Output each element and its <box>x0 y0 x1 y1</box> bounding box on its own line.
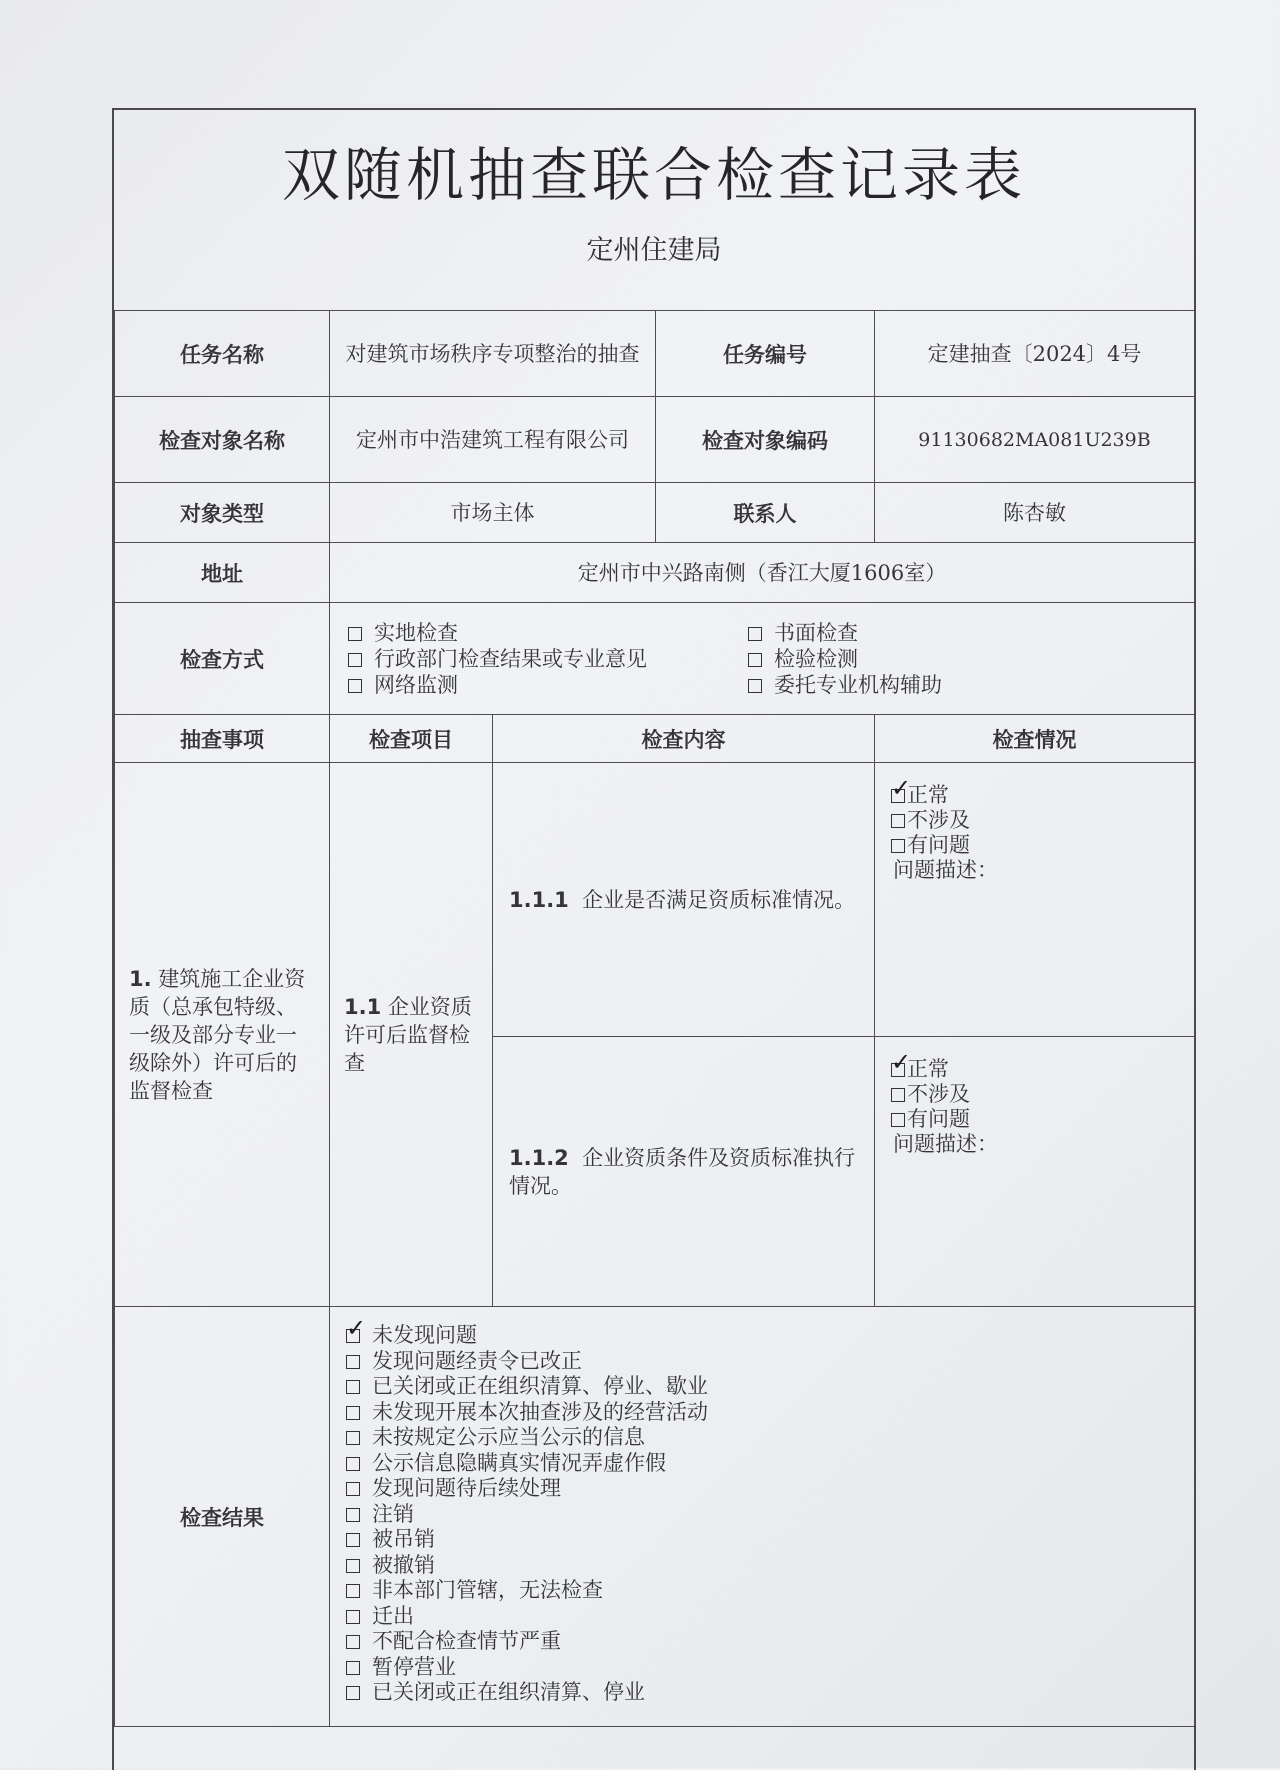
result-option-label: 迁出 <box>372 1603 414 1628</box>
row-type <box>115 483 1195 543</box>
method-option[interactable] <box>348 646 748 672</box>
content-cell-1 <box>493 763 875 1037</box>
method-option-label: 委托专业机构辅助 <box>774 672 942 697</box>
result-option[interactable] <box>346 1629 1178 1655</box>
checkbox[interactable] <box>346 1329 360 1343</box>
record-table <box>114 310 1195 1727</box>
inspection-project <box>330 763 493 1307</box>
status-normal[interactable] <box>891 1057 1178 1082</box>
method-option-label: 实地检查 <box>374 620 458 645</box>
row-address <box>115 543 1195 603</box>
result-option[interactable] <box>346 1527 1178 1553</box>
result-option[interactable] <box>346 1400 1178 1426</box>
object-code-label: 检查对象编码 <box>656 397 875 483</box>
method-option-label: 检验检测 <box>774 646 858 671</box>
result-option[interactable] <box>346 1451 1178 1477</box>
row-methods <box>115 603 1195 715</box>
result-option-label: 被撤销 <box>372 1552 435 1577</box>
method-option[interactable] <box>348 672 748 698</box>
address-value: 定州市中兴路南侧（香江大厦1606室） <box>330 543 1195 603</box>
checkbox[interactable] <box>348 653 362 667</box>
result-option[interactable] <box>346 1680 1178 1706</box>
checkbox[interactable] <box>346 1457 360 1471</box>
result-option[interactable] <box>346 1323 1178 1349</box>
checkbox[interactable] <box>891 1113 905 1127</box>
checkbox[interactable] <box>346 1661 360 1675</box>
result-option-label: 已关闭或正在组织清算、停业、歇业 <box>372 1374 708 1398</box>
content-number: 1.1.1 <box>509 887 569 912</box>
checkbox[interactable] <box>891 1063 905 1077</box>
checkbox[interactable] <box>748 679 762 693</box>
project-text: 企业资质许可后监督检查 <box>344 994 472 1075</box>
checkbox[interactable] <box>348 627 362 641</box>
title-block <box>114 110 1194 310</box>
status-not-involved-label: 不涉及 <box>907 1082 970 1106</box>
item-number: 1. <box>129 966 152 991</box>
checkbox[interactable] <box>346 1431 360 1445</box>
problem-description-label: 问题描述： <box>893 858 998 882</box>
checkbox[interactable] <box>346 1533 360 1547</box>
method-option-label: 网络监测 <box>374 672 458 697</box>
inspection-item <box>115 763 330 1307</box>
contact-label: 联系人 <box>656 483 875 543</box>
result-option[interactable] <box>346 1349 1178 1375</box>
method-option[interactable] <box>748 620 1176 646</box>
object-type-label: 对象类型 <box>115 483 330 543</box>
checkbox[interactable] <box>346 1686 360 1700</box>
result-options <box>330 1307 1195 1727</box>
checkbox[interactable] <box>346 1508 360 1522</box>
result-option-label: 发现问题经责令已改正 <box>372 1348 582 1373</box>
result-option-label: 暂停营业 <box>372 1654 456 1679</box>
checkbox[interactable] <box>346 1610 360 1624</box>
contact-value: 陈杏敏 <box>875 483 1195 543</box>
content-text: 企业资质条件及资质标准执行情况。 <box>509 1145 856 1198</box>
methods-options <box>330 603 1195 715</box>
problem-description-label: 问题描述： <box>893 1132 998 1156</box>
status-problem-label: 有问题 <box>907 833 970 857</box>
checkbox[interactable] <box>346 1355 360 1369</box>
method-option[interactable] <box>748 672 1176 698</box>
address-label: 地址 <box>115 543 330 603</box>
agency-name: 定州住建局 <box>586 235 722 266</box>
result-option-label: 公示信息隐瞒真实情况弄虚作假 <box>372 1450 666 1475</box>
object-name-label: 检查对象名称 <box>115 397 330 483</box>
result-option[interactable] <box>346 1655 1178 1681</box>
row-result <box>115 1307 1195 1727</box>
checkbox[interactable] <box>346 1380 360 1394</box>
task-name-label: 任务名称 <box>115 311 330 397</box>
status-normal-label: 正常 <box>907 1057 949 1081</box>
status-problem[interactable] <box>891 1107 1178 1132</box>
checkbox[interactable] <box>348 679 362 693</box>
content-text: 企业是否满足资质标准情况。 <box>582 887 856 912</box>
checkbox[interactable] <box>346 1482 360 1496</box>
col-header-project: 检查项目 <box>330 715 493 763</box>
result-option-label: 注销 <box>372 1501 414 1526</box>
object-name-value: 定州市中浩建筑工程有限公司 <box>330 397 656 483</box>
method-option[interactable] <box>348 620 748 646</box>
result-option-label: 未发现开展本次抽查涉及的经营活动 <box>372 1399 708 1424</box>
page-title: 双随机抽查联合检查记录表 <box>281 141 1026 209</box>
task-no-label: 任务编号 <box>656 311 875 397</box>
status-normal[interactable] <box>891 783 1178 808</box>
checkbox[interactable] <box>346 1584 360 1598</box>
result-option-label: 未按规定公示应当公示的信息 <box>372 1425 645 1449</box>
status-not-involved[interactable] <box>891 1082 1178 1107</box>
checkbox[interactable] <box>748 653 762 667</box>
row-task <box>115 311 1195 397</box>
status-problem-label: 有问题 <box>907 1107 970 1131</box>
result-option[interactable] <box>346 1553 1178 1579</box>
result-option[interactable] <box>346 1604 1178 1630</box>
result-option[interactable] <box>346 1476 1178 1502</box>
method-option[interactable] <box>748 646 1176 672</box>
inspection-record-sheet <box>112 108 1196 1770</box>
row-object <box>115 397 1195 483</box>
result-option-label: 未发现问题 <box>372 1323 477 1347</box>
checkbox[interactable] <box>891 839 905 853</box>
content-cell-2 <box>493 1037 875 1307</box>
result-option[interactable] <box>346 1425 1178 1451</box>
col-header-status: 检查情况 <box>875 715 1195 763</box>
col-header-content: 检查内容 <box>493 715 875 763</box>
result-option[interactable] <box>346 1502 1178 1528</box>
row-content-1 <box>115 763 1195 1037</box>
col-header-item: 抽查事项 <box>115 715 330 763</box>
result-option-label: 不配合检查情节严重 <box>372 1629 561 1653</box>
status-cell-2 <box>875 1037 1195 1307</box>
status-not-involved[interactable] <box>891 808 1178 833</box>
task-name-value: 对建筑市场秩序专项整治的抽查 <box>330 311 656 397</box>
method-option-label: 行政部门检查结果或专业意见 <box>374 646 647 671</box>
result-option-label: 非本部门管辖，无法检查 <box>372 1578 603 1602</box>
checkbox[interactable] <box>346 1559 360 1573</box>
result-option-label: 发现问题待后续处理 <box>372 1476 561 1500</box>
checkbox[interactable] <box>346 1635 360 1649</box>
row-column-headers <box>115 715 1195 763</box>
object-type-value: 市场主体 <box>330 483 656 543</box>
method-option-label: 书面检查 <box>774 620 858 645</box>
status-problem[interactable] <box>891 833 1178 858</box>
checkbox[interactable] <box>891 814 905 828</box>
status-normal-label: 正常 <box>907 783 949 807</box>
project-number: 1.1 <box>344 994 382 1019</box>
item-text: 建筑施工企业资质（总承包特级、一级及部分专业一级除外）许可后的监督检查 <box>129 966 306 1103</box>
status-cell-1 <box>875 763 1195 1037</box>
checkbox[interactable] <box>891 789 905 803</box>
content-number: 1.1.2 <box>509 1145 569 1170</box>
object-code-value: 91130682MA081U239B <box>875 397 1195 483</box>
result-label: 检查结果 <box>115 1307 330 1727</box>
result-option[interactable] <box>346 1578 1178 1604</box>
result-option[interactable] <box>346 1374 1178 1400</box>
checkbox[interactable] <box>891 1088 905 1102</box>
status-not-involved-label: 不涉及 <box>907 808 970 832</box>
result-option-label: 被吊销 <box>372 1527 435 1551</box>
result-option-label: 已关闭或正在组织清算、停业 <box>372 1680 645 1704</box>
methods-label: 检查方式 <box>115 603 330 715</box>
task-no-value: 定建抽查〔2024〕4号 <box>875 311 1195 397</box>
checkbox[interactable] <box>748 627 762 641</box>
checkbox[interactable] <box>346 1406 360 1420</box>
